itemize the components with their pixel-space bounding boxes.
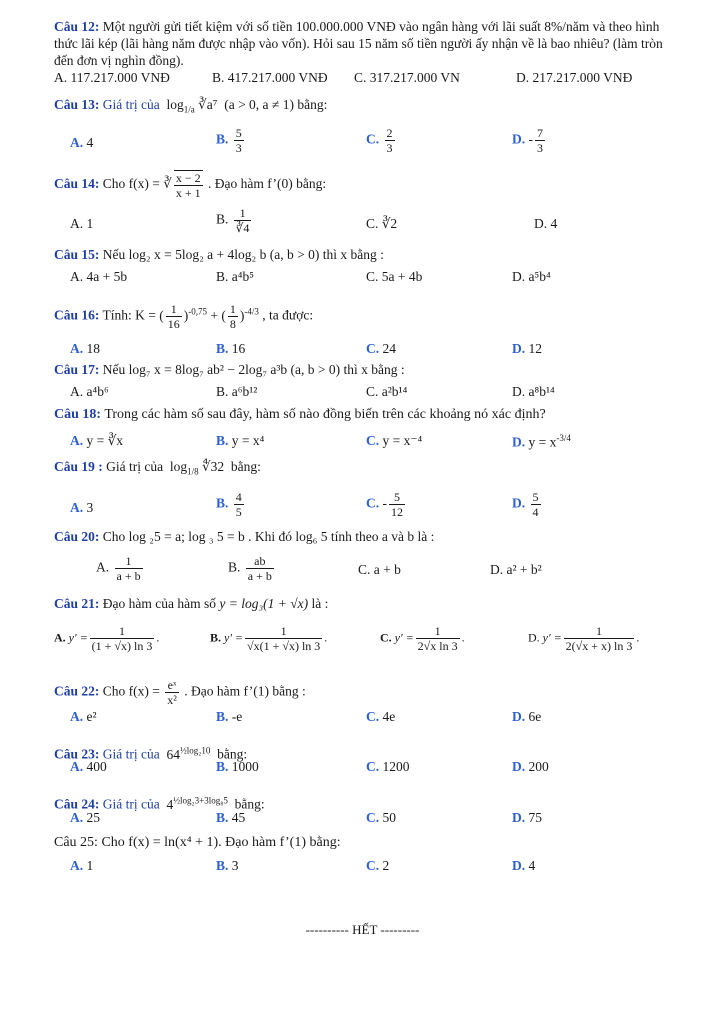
- question-20: [54, 528, 685, 545]
- option-b: B. 3: [216, 858, 239, 873]
- question-number: Câu 22:: [54, 683, 100, 699]
- question-lead: Cho f(x) =: [102, 683, 160, 699]
- option-c: C. a²b¹⁴: [366, 384, 408, 399]
- question-number: Câu 21:: [54, 596, 100, 611]
- option-d: D. a⁵b⁴: [512, 269, 551, 284]
- option-d: D. 200: [512, 759, 549, 774]
- question-number: Câu 15:: [54, 247, 100, 262]
- question-number: Câu 20:: [54, 529, 100, 544]
- question-15: [54, 246, 685, 263]
- question-lead: Giá trị của: [102, 796, 160, 812]
- options-13: [54, 126, 694, 155]
- options-16: [54, 341, 694, 363]
- option-a: A. a⁴b⁶: [70, 384, 109, 399]
- option-d: D. 6e: [512, 709, 542, 724]
- question-text: Một người gửi tiết kiệm với số tiền 100.000.000 VNĐ vào ngân hàng với lãi suất 8%/năm và theo hình thức lãi kép (lãi hàng năm được nhập vào vốn). Hỏi sau 15 năm số tiền người ấy nhận về là bao nhiêu? (làm tròn đến đơn vị nghìn đồng).: [54, 19, 663, 68]
- option-a: A. 4a + 5b: [70, 269, 128, 284]
- options-20: [54, 554, 694, 583]
- question-number: Câu 17:: [54, 362, 100, 377]
- question-25: [54, 834, 685, 851]
- question-number: Câu 13:: [54, 97, 100, 112]
- option-a: A. 18: [70, 341, 100, 356]
- option-a: A. 4: [70, 135, 94, 150]
- power-expression: $64^{\frac{1}{2}log_210}$: [166, 745, 211, 762]
- options-14: [54, 206, 694, 236]
- option-d: D. 12: [512, 341, 542, 356]
- question-tail: bằng:: [230, 459, 261, 474]
- question-tail: bằng:: [234, 796, 265, 812]
- question-number: Câu 16:: [54, 307, 100, 323]
- option-b: B. -e: [216, 709, 243, 724]
- option-d: D. y' = $\frac{1}{2(√x + x) \ln 3}$ .: [528, 624, 640, 653]
- option-b: B. $\frac{ab}{a + b}$: [228, 554, 272, 583]
- options-12: [54, 70, 694, 92]
- options-15: [54, 269, 694, 291]
- option-b: B. a⁴b⁵: [216, 269, 254, 284]
- option-c: C. y' = $\frac{1}{\text{2√x ln 3}}$ .: [380, 624, 465, 653]
- options-25: [54, 858, 694, 880]
- option-d: D. 4: [512, 858, 536, 873]
- option-a: A. 1: [70, 216, 94, 231]
- option-a: A. 1: [70, 858, 94, 873]
- condition-text: (a > 0, a ≠ 1) bằng:: [224, 97, 328, 112]
- question-lead: Tính: K =: [102, 307, 156, 323]
- question-number: Câu 19 :: [54, 459, 103, 474]
- option-d: D. - $\frac{7}{3}$: [512, 126, 543, 155]
- option-d: D. 4: [534, 216, 558, 231]
- function-fraction: $\frac{\text{eˣ}}{\text{x²}}$: [167, 678, 177, 707]
- option-b: B. y = x⁴: [216, 433, 265, 448]
- option-a: A. y' = $\frac{1}{(1 + √x) \ln 3}$ .: [54, 624, 160, 653]
- option-b: B. 45: [216, 810, 246, 825]
- option-c: C. 4e: [366, 709, 396, 724]
- end-marker: ---------- HẾT ---------: [305, 922, 420, 937]
- option-a: A. $\frac{1}{a + b}$: [96, 554, 141, 583]
- option-c: C. y = x⁻⁴: [366, 433, 423, 448]
- options-18: [54, 433, 694, 455]
- option-c: C. 24: [366, 341, 396, 356]
- log-expression: $\log_{1/a}$ ∛a⁷: [166, 97, 218, 115]
- option-b: B. y' = $\frac{1}{√x(1 + √x) \ln 3}$ .: [210, 624, 328, 653]
- option-a: A. e²: [70, 709, 97, 724]
- question-text: Cho log ₂5 = a; log ₃ 5 = b . Khi đó log₆ 5 tính theo a và b là :: [102, 529, 435, 544]
- option-b: B. a⁶b¹²: [216, 384, 258, 399]
- question-text: Câu 25: Cho f(x) = ln(x⁴ + 1). Đạo hàm f’(1) bằng:: [54, 835, 341, 850]
- option-c: C. 5a + 4b: [366, 269, 423, 284]
- question-number: Câu 12:: [54, 19, 100, 34]
- option-b: B. $\frac{1}{∛4}$: [216, 206, 250, 235]
- option-a: A. 117.217.000 VNĐ: [54, 70, 170, 85]
- option-d: D. 217.217.000 VNĐ: [516, 70, 633, 85]
- option-c: C. 1200: [366, 759, 410, 774]
- option-d: D. a² + b²: [490, 562, 542, 577]
- options-21: [54, 624, 714, 653]
- question-tail: bằng:: [217, 746, 248, 762]
- option-d: D. a⁸b¹⁴: [512, 384, 555, 399]
- option-a: A. 400: [70, 759, 107, 774]
- option-c: C. 317.217.000 VN: [354, 70, 460, 85]
- log-expression: $\log_{1/8}$ ∜32: [169, 459, 225, 477]
- question-18: [54, 406, 685, 423]
- question-22: [54, 678, 685, 707]
- option-c: C. 2: [366, 858, 390, 873]
- question-number: Câu 24:: [54, 796, 100, 812]
- option-b: B. $\frac{4}{5}$: [216, 490, 242, 519]
- question-number: Câu 23:: [54, 746, 100, 762]
- question-number: Câu 14:: [54, 176, 100, 192]
- options-19: [54, 490, 694, 520]
- option-c: C. - $\frac{5}{12}$: [366, 490, 403, 519]
- question-lead: Cho f(x) =: [102, 176, 160, 192]
- option-c: C. 50: [366, 810, 396, 825]
- question-number: Câu 18:: [54, 407, 102, 422]
- question-17: [54, 361, 685, 378]
- option-b: B. 1000: [216, 759, 259, 774]
- power-expression: ( $\frac{1}{16}$ )$^{-0,75}$ + ( $\frac{1}{8}$ )$^{-4/3}$: [159, 302, 259, 331]
- question-19: [54, 458, 685, 481]
- options-22: [54, 709, 694, 731]
- option-d: D. 75: [512, 810, 542, 825]
- option-a: A. 25: [70, 810, 100, 825]
- question-12: [54, 18, 685, 69]
- option-c: C. ∛2: [366, 216, 398, 231]
- option-d: D. $y = x^{-3/4}$: [512, 433, 571, 450]
- power-expression: $4^{\frac{1}{2}log_23+3log_85}$: [166, 795, 228, 812]
- question-16: [54, 302, 685, 331]
- question-text: Nếu log₇ x = 8log₇ ab² − 2log₇ a³b (a, b > 0) thì x bằng :: [102, 362, 405, 377]
- option-c: C. a + b: [358, 562, 401, 577]
- question-lead: Giá trị của: [102, 97, 160, 112]
- cube-root-expression: ∛ $\frac{x - 2}{x + 1}$: [163, 171, 201, 200]
- question-14: [54, 170, 685, 200]
- option-b: B. 417.217.000 VNĐ: [212, 70, 328, 85]
- option-d: D. $\frac{5}{4}$: [512, 490, 539, 519]
- question-tail: , ta được:: [262, 307, 314, 323]
- question-21: [54, 595, 685, 612]
- options-24: [54, 810, 694, 832]
- option-a: A. 3: [70, 500, 94, 515]
- question-tail: . Đạo hàm f’(1) bằng :: [184, 683, 306, 699]
- options-17: [54, 384, 694, 406]
- question-text: Nếu log₂ x = 5log₂ a + 4log₂ b (a, b > 0) thì x bằng :: [102, 247, 384, 262]
- option-c: C. $\frac{2}{3}$: [366, 126, 393, 155]
- option-a: A. y = ∛x: [70, 433, 123, 448]
- option-b: B. 16: [216, 341, 246, 356]
- options-23: [54, 759, 694, 781]
- question-text: Trong các hàm số sau đây, hàm số nào đồng biến trên các khoảng nó xác định?: [104, 407, 546, 422]
- function-expression: y = log₃(1 + √x): [219, 596, 309, 611]
- option-b: B. $\frac{5}{3}$: [216, 126, 242, 155]
- question-lead: Đạo hàm của hàm số: [102, 596, 216, 611]
- question-lead: Giá trị của: [102, 746, 160, 762]
- question-tail: . Đạo hàm f’(0) bằng:: [208, 176, 327, 192]
- question-lead: Giá trị của: [106, 459, 164, 474]
- question-tail: là :: [311, 596, 329, 611]
- question-13: [54, 96, 685, 119]
